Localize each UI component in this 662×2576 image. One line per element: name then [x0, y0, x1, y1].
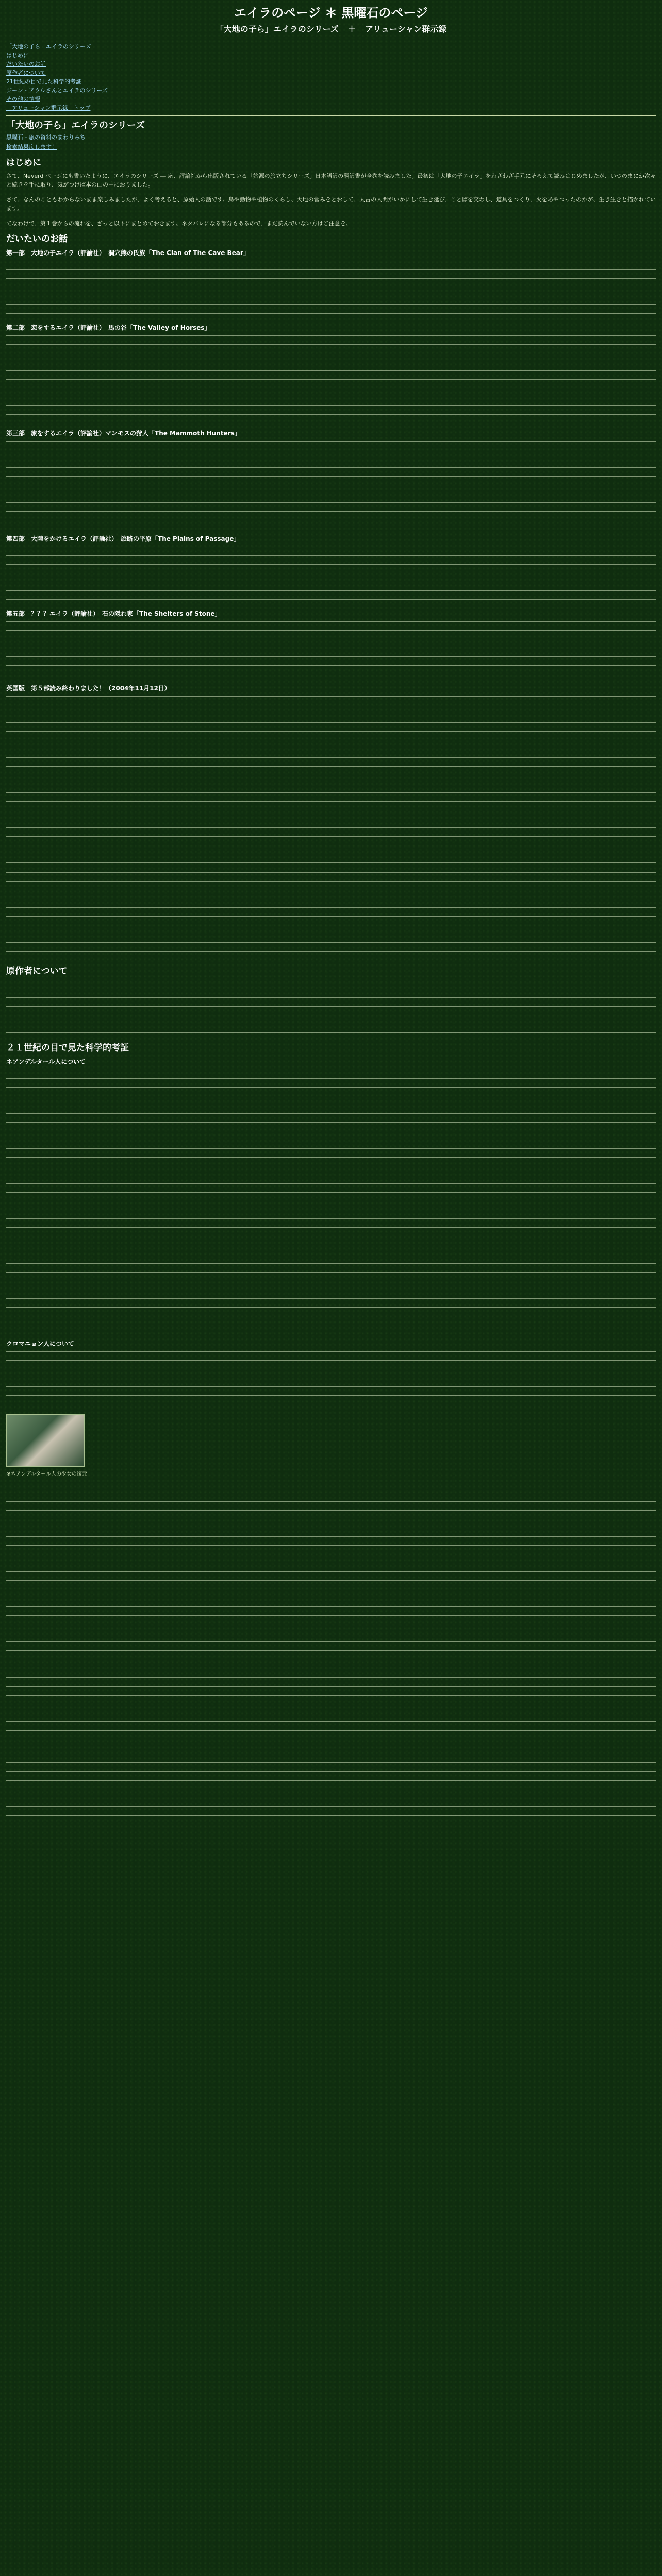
- book-summary-text: [6, 872, 656, 960]
- book-heading: 第一部 大地の子エイラ（評論社） 洞穴熊の氏族「The Clan of The Cave Bear」: [6, 249, 250, 257]
- neanderthal-heading: ネアンデルタール人について: [6, 1058, 86, 1065]
- neanderthal-text: [6, 1246, 656, 1333]
- toc-link-auel[interactable]: ジーン・アウルさんとエイラのシリーズ: [6, 87, 108, 94]
- book-summary-text: [6, 441, 656, 529]
- toc-link-author[interactable]: 原作者について: [6, 70, 46, 76]
- book-summary-text: [6, 621, 656, 678]
- toc-link-series[interactable]: 「大地の子ら」エイラのシリーズ: [6, 43, 91, 50]
- section-heading-author: 原作者について: [6, 966, 68, 976]
- book-summary-text: [6, 261, 656, 317]
- banner-separator: ＋: [347, 24, 356, 34]
- breadcrumb-top-link[interactable]: 黒曜石・旅の資料のまわりみち: [6, 134, 86, 141]
- book-summary-text: [6, 547, 656, 603]
- toc-link-top[interactable]: 「アリューシャン群示録」トップ: [6, 105, 91, 111]
- photo-caption: ※ネアンデルタール人の少女の復元: [6, 1471, 87, 1477]
- book-heading: 第三部 旅をするエイラ（評論社）マンモスの狩人「The Mammoth Hunters」: [6, 430, 241, 437]
- toc-link-story[interactable]: だいたいのお話: [6, 61, 46, 67]
- page-title: 「大地の子ら」エイラのシリーズ: [6, 120, 145, 131]
- breadcrumb-back: [6, 143, 656, 151]
- cromagnon-text: [6, 1351, 656, 1408]
- breadcrumb: [6, 133, 656, 142]
- intro-paragraph: さて、なんのこともわからないまま楽しみましたが、よく考えると、原始人の話です。鳥や動物や植物のくらし、大地の営みをとおして、太古の人間がいかにして生き延び、ことばを交わし、道具をつくり、火をあやつったのかが、生き生きと描かれています。: [6, 196, 656, 212]
- divider: [6, 115, 656, 116]
- series-banner-subtitle: アリューシャン群示録: [365, 24, 447, 34]
- section-heading-story: だいたいのお話: [6, 234, 68, 244]
- section-heading-intro: はじめに: [6, 158, 41, 168]
- toc-link-info[interactable]: その他の情報: [6, 96, 40, 103]
- intro-paragraph: てなわけで、第１巻からの流れを、ざっと以下にまとめておきます。ネタバレになる部分もあるので、まだ読んでいない方はご注意を。: [6, 220, 352, 227]
- site-title: エイラのページ ＊ 黒曜石のページ: [234, 6, 428, 20]
- section-heading-science: ２１世紀の目で見た科学的考証: [6, 1043, 129, 1053]
- series-banner: [6, 25, 656, 33]
- book-heading: 第二部 恋をするエイラ（評論社） 馬の谷「The Valley of Horses」: [6, 324, 211, 331]
- science-text: [6, 1660, 656, 1748]
- series-banner-title: 「大地の子ら」エイラのシリーズ: [215, 24, 339, 34]
- table-of-contents: [6, 42, 656, 112]
- neanderthal-text: [6, 1070, 656, 1240]
- book-heading: 英国版 第５部読み終わりました！（2004年11月12日）: [6, 685, 171, 692]
- book-summary-text: [6, 335, 656, 423]
- toc-link-intro[interactable]: はじめに: [6, 52, 29, 59]
- book-heading: 第四部 大陸をかけるエイラ（評論社） 旅路の平原「The Plains of Passage」: [6, 535, 240, 543]
- cromagnon-heading: クロマニョン人について: [6, 1340, 74, 1347]
- toc-link-science[interactable]: 21世紀の目で見た科学的考証: [6, 78, 81, 85]
- intro-paragraph: さて、Neverd ページにも書いたように、エイラのシリーズ ― 応、評論社から出版されている「始源の旅立ちシリーズ」日本語訳の翻訳書が全巻を読みました。最初は「大地の子エイラ」をわざわざ手元にそろえて読みはじめましたが、いつのまにか次々と続きを手に取り、気がつけば本の山の中におりました。: [6, 173, 656, 188]
- author-text: [6, 980, 656, 1037]
- book-heading: 第五部 ？？？エイラ（評論社） 石の隠れ家「The Shelters of Stone」: [6, 610, 221, 617]
- science-text: [6, 1484, 656, 1654]
- neanderthal-girl-photo: [6, 1414, 85, 1467]
- breadcrumb-back-link[interactable]: 検索結果戻します！: [6, 144, 57, 150]
- science-text: [6, 1754, 656, 1841]
- book-summary-text: [6, 696, 656, 866]
